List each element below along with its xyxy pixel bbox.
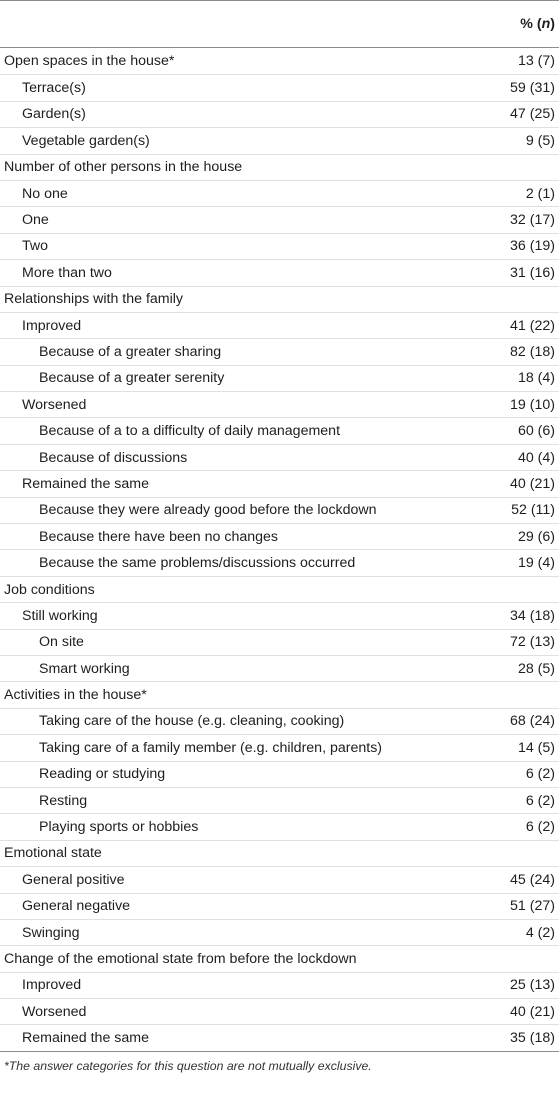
row-value: 36 (19) (510, 238, 555, 255)
table-row (0, 101, 559, 127)
table-row (0, 180, 559, 206)
table-row (0, 840, 559, 866)
row-label: Open spaces in the house* (4, 53, 175, 70)
row-value: 40 (21) (510, 475, 555, 492)
row-value: 31 (16) (510, 264, 555, 281)
table-row (0, 470, 559, 496)
row-label: Swinging (22, 924, 80, 941)
table-row (0, 233, 559, 259)
row-label: Because the same problems/discussions occurred (39, 555, 356, 572)
table-row (0, 154, 559, 180)
row-label: No one (22, 185, 68, 202)
table-row (0, 787, 559, 813)
row-value: 6 (2) (525, 819, 555, 836)
table-row (0, 286, 559, 312)
table-row (0, 444, 559, 470)
row-label: General positive (22, 871, 125, 888)
table-row (0, 1024, 559, 1050)
row-value: 19 (4) (517, 555, 555, 572)
row-label: Garden(s) (22, 106, 86, 123)
row-label: Taking care of a family member (e.g. children, parents) (39, 739, 383, 756)
row-label: Vegetable garden(s) (22, 132, 150, 149)
row-label: Playing sports or hobbies (39, 819, 199, 836)
table-row (0, 312, 559, 338)
row-label: Two (22, 238, 49, 255)
row-label: Taking care of the house (e.g. cleaning, cooking) (39, 713, 345, 730)
table-row (0, 813, 559, 839)
row-label: Change of the emotional state from before the lockdown (4, 950, 357, 967)
row-value: 34 (18) (510, 607, 555, 624)
table-row (0, 206, 559, 232)
row-label: Remained the same (22, 1030, 149, 1047)
row-label: Remained the same (22, 475, 149, 492)
row-value: 14 (5) (517, 739, 555, 756)
row-label: Because of a greater serenity (39, 370, 225, 387)
row-value: 25 (13) (510, 977, 555, 994)
header-percent: % (520, 16, 533, 32)
table-row (0, 523, 559, 549)
table-row (0, 549, 559, 575)
table-row (0, 681, 559, 707)
table-row (0, 391, 559, 417)
row-value: 6 (2) (525, 792, 555, 809)
table-row (0, 893, 559, 919)
table-row (0, 602, 559, 628)
table-header: % ( n ) (520, 16, 555, 32)
table-row (0, 48, 559, 74)
row-value: 59 (31) (510, 80, 555, 97)
row-label: Smart working (39, 660, 130, 677)
row-value: 6 (2) (525, 766, 555, 783)
row-label: Improved (22, 317, 82, 334)
row-value: 72 (13) (510, 634, 555, 651)
row-label: Still working (22, 607, 98, 624)
table-row (0, 734, 559, 760)
row-value: 51 (27) (510, 898, 555, 915)
row-value: 18 (4) (517, 370, 555, 387)
table-row (0, 945, 559, 971)
table-row (0, 866, 559, 892)
row-label: Improved (22, 977, 82, 994)
table-row (0, 497, 559, 523)
table-row (0, 338, 559, 364)
row-label: Relationships with the family (4, 291, 183, 308)
row-label: Because of discussions (39, 449, 188, 466)
row-value: 32 (17) (510, 212, 555, 229)
row-label: Terrace(s) (22, 80, 86, 97)
table-row (0, 74, 559, 100)
table-row (0, 655, 559, 681)
row-value: 40 (21) (510, 1003, 555, 1020)
row-value: 13 (7) (517, 53, 555, 70)
row-value: 60 (6) (517, 423, 555, 440)
row-value: 47 (25) (510, 106, 555, 123)
row-value: 35 (18) (510, 1030, 555, 1047)
row-label: Because of a greater sharing (39, 343, 222, 360)
table-row (0, 127, 559, 153)
row-label: Emotional state (4, 845, 102, 862)
row-value: 40 (4) (517, 449, 555, 466)
row-label: Because of a to a difficulty of daily management (39, 423, 341, 440)
row-label: Because there have been no changes (39, 528, 279, 545)
row-value: 41 (22) (510, 317, 555, 334)
table-footnote: *The answer categories for this question are not mutually exclusive. (4, 1058, 372, 1073)
row-label: Because they were already good before the lockdown (39, 502, 377, 519)
row-label: Number of other persons in the house (4, 159, 243, 176)
row-label: Worsened (22, 396, 87, 413)
row-label: Resting (39, 792, 88, 809)
table-body (0, 48, 559, 1051)
row-value: 4 (2) (525, 924, 555, 941)
table-row (0, 259, 559, 285)
table-row (0, 417, 559, 443)
row-label: Activities in the house* (4, 687, 147, 704)
row-label: One (22, 212, 49, 229)
row-label: General negative (22, 898, 131, 915)
table-row (0, 998, 559, 1024)
header-n: n (541, 16, 551, 32)
table-row (0, 919, 559, 945)
row-label: Worsened (22, 1003, 87, 1020)
row-value: 45 (24) (510, 871, 555, 888)
row-value: 68 (24) (510, 713, 555, 730)
row-label: More than two (22, 264, 112, 281)
row-label: Job conditions (4, 581, 95, 598)
row-label: On site (39, 634, 84, 651)
table-row (0, 708, 559, 734)
row-value: 2 (1) (525, 185, 555, 202)
table-row (0, 761, 559, 787)
row-label: Reading or studying (39, 766, 166, 783)
table-row (0, 972, 559, 998)
row-value: 28 (5) (517, 660, 555, 677)
row-value: 52 (11) (511, 502, 555, 519)
table-row (0, 365, 559, 391)
row-value: 29 (6) (517, 528, 555, 545)
row-value: 82 (18) (510, 343, 555, 360)
row-value: 9 (5) (525, 132, 555, 149)
table-row (0, 576, 559, 602)
row-value: 19 (10) (510, 396, 555, 413)
table-row (0, 629, 559, 655)
